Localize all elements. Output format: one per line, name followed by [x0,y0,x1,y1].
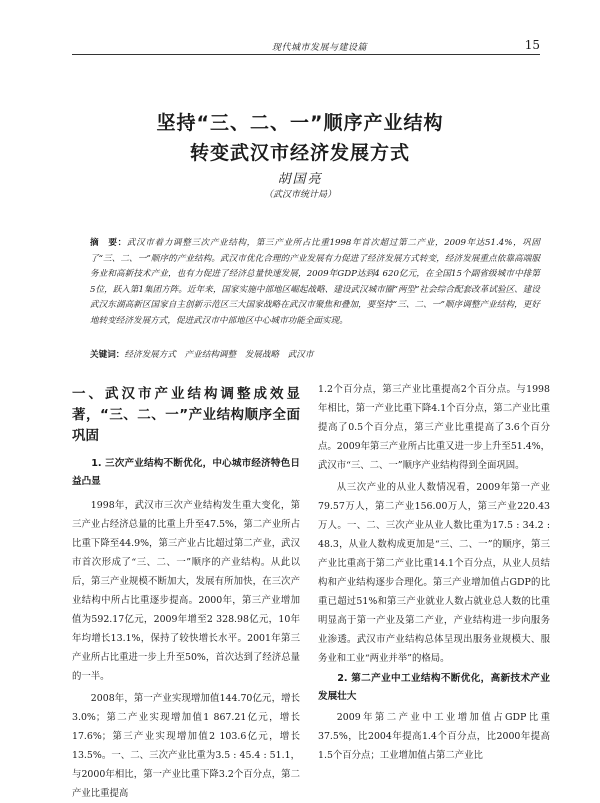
title-line-1: 坚持“三、二、一”顺序产业结构 [156,112,444,134]
section-heading-1: 一、武汉市产业结构调整成效显著，“三、二、一”产业结构顺序全面巩固 [72,386,300,444]
paragraph: 从三次产业的从业人数情况看，2009年第一产业79.57万人，第二产业156.00万人，第三产业220.43万人。一、二、三次产业从业人数比重为17.5 : 34.2 : 48.3，从业人数构成更加是“三、二、一”的顺序，第三产业比重高于第二产业比重14.1个百分点，从业人员结构和产业结构逐步合理化。第三产业增加值占GDP的比重已超过51%和第三产业就业人数占就业总人数的比重明显高于第一产业及第二产业，产业结构进一步向服务业渗透。武汉市产业结构总体呈现出服务业规模大、服务业和工业“两业并举”的格局。 [318,482,550,664]
keywords-label: 关键词： [90,350,125,360]
abstract-text: 武汉市着力调整三次产业结构，第三产业所占比重1998年首次超过第二产业，2009年达51.4%，巩固了“三、二、一”顺序的产业结构。武汉市优化合理的产业发展有力促进了经济发展方式转变，经济发展重点依靠高端服务业和高新技术产业，也有力促进了经济总量快速发展，2009年GDP达到4 620亿元，在全国15个副省级城市中排第5位，跃入第1集团方阵。近年来，国家实施中部地区崛起战略、建设武汉城市圈“两型”社会综合配套改革试验区、建设武汉东湖高新区国家自主创新示范区三大国家战略在武汉市聚焦和叠加，要坚持“三、二、一”顺序调整产业结构，更好地转变经济发展方式，促进武汉市中部地区中心城市功能全面实现。 [90,238,540,326]
subsection-heading-2: 2. 第二产业中工业结构不断优化，高新技术产业发展壮大 [318,673,550,702]
author-affiliation: （武汉市统计局） [263,190,336,200]
right-column [318,380,550,765]
left-column [72,380,300,803]
subsection-heading-1: 1. 三次产业结构不断优化，中心城市经济特色日益凸显 [72,458,300,487]
journal-name: 现代城市发展与建设篇 [272,43,368,53]
abstract [90,236,540,330]
paragraph: 2009年第二产业中工业增加值占GDP比重37.5%，比2004年提高1.4个百分点，比2000年提高1.5个百分点；工业增加值占第二产业比 [318,712,550,761]
keywords [90,348,540,360]
author-name: 胡国亮 [277,172,323,187]
page-number: 15 [524,38,540,52]
paragraph: 1.2个百分点，第三产业比重提高2个百分点。与1998年相比，第一产业比重下降4.1个百分点，第二产业比重提高了0.5个百分点，第三产业比重提高了3.6个百分点。2009年第三产业所占比重又进一步上升至51.4%，武汉市“三、二、一”顺序产业结构得到全面巩固。 [318,384,550,471]
paragraph: 2008年，第一产业实现增加值144.70亿元，增长3.0%；第二产业实现增加值1 867.21亿元，增长17.6%；第三产业实现增加值2 103.6亿元，增长13.5%。一、二、三次产业比重为3.5 : 45.4 : 51.1，与2000年相比，第一产业比重下降3.2个百分点，第二产业比重提高 [72,693,300,799]
abstract-label: 摘 要： [90,238,127,248]
paragraph: 1998年，武汉市三次产业结构发生重大变化，第三产业占经济总量的比重上升至47.5%，第二产业所占比重下降至44.9%，第三产业占比超过第二产业，武汉市首次形成了“三、二、一”顺序的产业结构。从此以后，第三产业规模不断加大，发展有所加快，在三次产业结构中所占比重逐步提高。2000年，第三产业增加值为592.17亿元，2009年增至2 328.98亿元，10年年均增长13.1%，保持了较快增长水平。2001年第三产业所占比重进一步上升至50%，首次达到了经济总量的一半。 [72,500,300,682]
header-divider [72,54,540,55]
keywords-text: 经济发展方式 产业结构调整 发展战略 武汉市 [124,350,314,360]
title-line-2: 转变武汉市经济发展方式 [189,142,410,164]
